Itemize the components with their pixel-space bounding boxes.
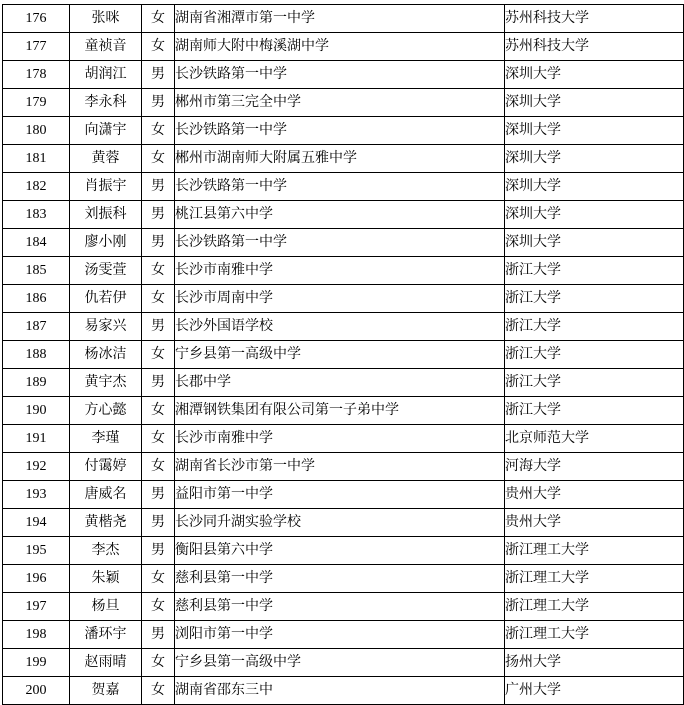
cell-number: 182	[3, 173, 70, 201]
cell-university: 贵州大学	[505, 509, 684, 537]
cell-name: 刘振科	[70, 201, 142, 229]
cell-gender: 女	[142, 285, 175, 313]
cell-gender: 女	[142, 341, 175, 369]
cell-name: 李永科	[70, 89, 142, 117]
table-row	[3, 369, 684, 397]
table-row	[3, 481, 684, 509]
cell-gender: 女	[142, 33, 175, 61]
cell-high-school: 益阳市第一中学	[175, 481, 505, 509]
cell-gender: 男	[142, 89, 175, 117]
table-row	[3, 313, 684, 341]
cell-high-school: 长沙市周南中学	[175, 285, 505, 313]
cell-number: 187	[3, 313, 70, 341]
cell-number: 197	[3, 593, 70, 621]
cell-name: 方心懿	[70, 397, 142, 425]
cell-high-school: 长沙铁路第一中学	[175, 229, 505, 257]
cell-number: 181	[3, 145, 70, 173]
cell-gender: 女	[142, 145, 175, 173]
cell-name: 李瑾	[70, 425, 142, 453]
cell-gender: 女	[142, 5, 175, 33]
cell-high-school: 长沙同升湖实验学校	[175, 509, 505, 537]
cell-high-school: 长郡中学	[175, 369, 505, 397]
cell-high-school: 慈利县第一中学	[175, 593, 505, 621]
cell-name: 赵雨晴	[70, 649, 142, 677]
cell-name: 付霭婷	[70, 453, 142, 481]
cell-university: 浙江大学	[505, 397, 684, 425]
cell-name: 童祯音	[70, 33, 142, 61]
cell-high-school: 长沙铁路第一中学	[175, 61, 505, 89]
table-row	[3, 257, 684, 285]
table-row	[3, 33, 684, 61]
cell-high-school: 郴州市第三完全中学	[175, 89, 505, 117]
cell-name: 黄宇杰	[70, 369, 142, 397]
cell-university: 苏州科技大学	[505, 5, 684, 33]
cell-high-school: 湖南省湘潭市第一中学	[175, 5, 505, 33]
cell-university: 浙江大学	[505, 313, 684, 341]
cell-high-school: 湘潭钢铁集团有限公司第一子弟中学	[175, 397, 505, 425]
cell-number: 198	[3, 621, 70, 649]
cell-number: 189	[3, 369, 70, 397]
table-row	[3, 677, 684, 705]
cell-number: 195	[3, 537, 70, 565]
cell-number: 194	[3, 509, 70, 537]
cell-gender: 男	[142, 621, 175, 649]
cell-university: 北京师范大学	[505, 425, 684, 453]
cell-name: 肖振宇	[70, 173, 142, 201]
table-row	[3, 565, 684, 593]
cell-gender: 男	[142, 61, 175, 89]
table-row	[3, 229, 684, 257]
cell-university: 浙江理工大学	[505, 621, 684, 649]
cell-name: 汤雯萱	[70, 257, 142, 285]
cell-high-school: 长沙市南雅中学	[175, 257, 505, 285]
cell-university: 浙江理工大学	[505, 593, 684, 621]
cell-number: 191	[3, 425, 70, 453]
cell-high-school: 郴州市湖南师大附属五雅中学	[175, 145, 505, 173]
cell-university: 浙江大学	[505, 285, 684, 313]
cell-gender: 女	[142, 117, 175, 145]
cell-name: 李杰	[70, 537, 142, 565]
table-row	[3, 649, 684, 677]
cell-number: 196	[3, 565, 70, 593]
cell-high-school: 湖南省邵东三中	[175, 677, 505, 705]
table-row	[3, 285, 684, 313]
cell-gender: 男	[142, 481, 175, 509]
cell-gender: 女	[142, 649, 175, 677]
cell-university: 深圳大学	[505, 61, 684, 89]
cell-university: 浙江理工大学	[505, 565, 684, 593]
cell-high-school: 宁乡县第一高级中学	[175, 649, 505, 677]
cell-name: 胡润江	[70, 61, 142, 89]
table-row	[3, 341, 684, 369]
cell-name: 仇若伊	[70, 285, 142, 313]
cell-name: 廖小刚	[70, 229, 142, 257]
cell-university: 浙江大学	[505, 257, 684, 285]
cell-university: 深圳大学	[505, 229, 684, 257]
cell-name: 朱颖	[70, 565, 142, 593]
cell-name: 杨旦	[70, 593, 142, 621]
cell-high-school: 湖南省长沙市第一中学	[175, 453, 505, 481]
table-row	[3, 117, 684, 145]
cell-number: 184	[3, 229, 70, 257]
cell-name: 杨冰洁	[70, 341, 142, 369]
cell-high-school: 浏阳市第一中学	[175, 621, 505, 649]
cell-gender: 男	[142, 313, 175, 341]
cell-university: 浙江理工大学	[505, 537, 684, 565]
cell-university: 河海大学	[505, 453, 684, 481]
roster-table	[2, 4, 684, 705]
cell-university: 深圳大学	[505, 201, 684, 229]
cell-university: 广州大学	[505, 677, 684, 705]
table-row	[3, 453, 684, 481]
cell-high-school: 宁乡县第一高级中学	[175, 341, 505, 369]
table-row	[3, 145, 684, 173]
table-row	[3, 89, 684, 117]
cell-number: 185	[3, 257, 70, 285]
cell-name: 张咪	[70, 5, 142, 33]
cell-high-school: 湖南师大附中梅溪湖中学	[175, 33, 505, 61]
cell-university: 深圳大学	[505, 173, 684, 201]
cell-university: 浙江大学	[505, 369, 684, 397]
cell-name: 黄楷尧	[70, 509, 142, 537]
roster-table-body	[3, 5, 684, 705]
cell-number: 199	[3, 649, 70, 677]
cell-university: 深圳大学	[505, 89, 684, 117]
cell-name: 潘环宇	[70, 621, 142, 649]
cell-gender: 男	[142, 537, 175, 565]
cell-gender: 女	[142, 425, 175, 453]
cell-gender: 男	[142, 369, 175, 397]
cell-name: 易家兴	[70, 313, 142, 341]
cell-university: 扬州大学	[505, 649, 684, 677]
cell-gender: 女	[142, 453, 175, 481]
table-row	[3, 173, 684, 201]
cell-gender: 男	[142, 229, 175, 257]
cell-number: 193	[3, 481, 70, 509]
table-row	[3, 397, 684, 425]
cell-number: 192	[3, 453, 70, 481]
cell-high-school: 长沙铁路第一中学	[175, 173, 505, 201]
cell-high-school: 衡阳县第六中学	[175, 537, 505, 565]
cell-university: 浙江大学	[505, 341, 684, 369]
cell-gender: 女	[142, 397, 175, 425]
cell-number: 183	[3, 201, 70, 229]
cell-number: 190	[3, 397, 70, 425]
cell-number: 186	[3, 285, 70, 313]
cell-university: 贵州大学	[505, 481, 684, 509]
cell-name: 贺嘉	[70, 677, 142, 705]
table-row	[3, 621, 684, 649]
table-row	[3, 537, 684, 565]
cell-high-school: 长沙外国语学校	[175, 313, 505, 341]
cell-gender: 男	[142, 173, 175, 201]
table-row	[3, 61, 684, 89]
cell-gender: 男	[142, 201, 175, 229]
cell-name: 黄蓉	[70, 145, 142, 173]
cell-high-school: 长沙市南雅中学	[175, 425, 505, 453]
cell-gender: 女	[142, 677, 175, 705]
cell-gender: 女	[142, 565, 175, 593]
cell-university: 苏州科技大学	[505, 33, 684, 61]
cell-university: 深圳大学	[505, 117, 684, 145]
table-row	[3, 509, 684, 537]
table-row	[3, 201, 684, 229]
cell-name: 唐威名	[70, 481, 142, 509]
cell-number: 188	[3, 341, 70, 369]
cell-gender: 女	[142, 593, 175, 621]
cell-gender: 女	[142, 257, 175, 285]
table-row	[3, 5, 684, 33]
cell-number: 180	[3, 117, 70, 145]
table-row	[3, 425, 684, 453]
table-row	[3, 593, 684, 621]
cell-gender: 男	[142, 509, 175, 537]
cell-number: 200	[3, 677, 70, 705]
cell-number: 179	[3, 89, 70, 117]
cell-high-school: 慈利县第一中学	[175, 565, 505, 593]
cell-number: 176	[3, 5, 70, 33]
cell-high-school: 桃江县第六中学	[175, 201, 505, 229]
cell-high-school: 长沙铁路第一中学	[175, 117, 505, 145]
cell-name: 向潇宇	[70, 117, 142, 145]
cell-number: 178	[3, 61, 70, 89]
cell-number: 177	[3, 33, 70, 61]
cell-university: 深圳大学	[505, 145, 684, 173]
